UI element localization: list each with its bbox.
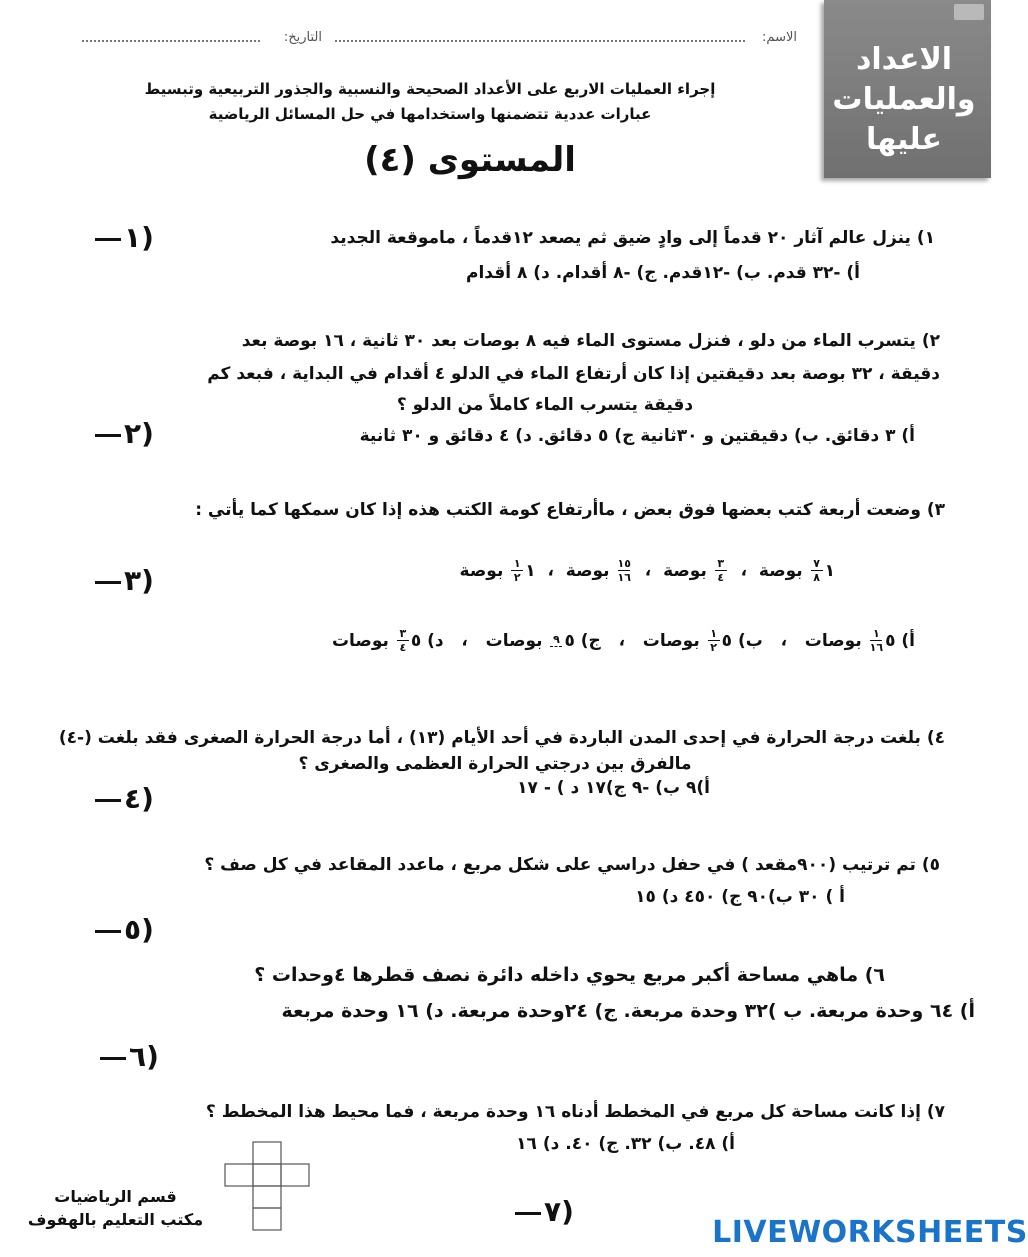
- answer-slot-2[interactable]: ٢): [95, 417, 175, 450]
- question-4-line-1: ٤) بلغت درجة الحرارة في إحدى المدن الباردة في أحد الأيام (١٣) ، أما درجة الحرارة الصغرى فقد بلغت (-٤): [58, 728, 945, 748]
- date-label: التاريخ:: [283, 30, 322, 45]
- diagram-square: [253, 1164, 281, 1186]
- diagram-square: [253, 1142, 281, 1164]
- department-label: [8, 1187, 223, 1229]
- question-5-options: أ ) ٣٠ ب)٩٠ ج) ٤٥٠ د) ١٥: [635, 887, 845, 907]
- question-3-text: ٣) وضعت أربعة كتب بعضها فوق بعض ، ماأرتفاع كومة الكتب هذه إذا كان سمكها كما يأتي :: [195, 500, 945, 520]
- answer-slot-6[interactable]: ٦): [100, 1040, 180, 1073]
- brand-logo: [685, 1215, 1028, 1251]
- answer-slot-5[interactable]: ٥): [95, 913, 175, 946]
- unit-title-box: [824, 0, 991, 178]
- question-5-text: ٥) تم ترتيب (٩٠٠مقعد ) في حفل دراسي على شكل مربع ، ماعدد المقاعد في كل صف ؟: [204, 855, 940, 875]
- question-1-text: ١) ينزل عالم آثار ٢٠ قدماً إلى وادٍ ضيق ثم يصعد ١٢قدماً ، ماموقعة الجديد: [330, 228, 935, 248]
- question-3-options: أ) ٥ $\frac{١}{١٦}$ بوصات ، ب) ٥ $\frac{١}{٢}$ بوصات ، ج) ٥ ٩ بوصات ، د) ٥ $\frac{٣}{٤}$ بوصات: [331, 627, 915, 654]
- question-6-text: ٦) ماهي مساحة أكبر مربع يحوي داخله دائرة نصف قطرها ٤وحدات ؟: [254, 964, 885, 986]
- question-2-line-1: ٢) يتسرب الماء من دلو ، فنزل مستوى الماء فيه ٨ بوصات بعد ٣٠ ثانية ، ١٦ بوصة بعد: [241, 331, 940, 351]
- name-field[interactable]: [335, 40, 745, 42]
- name-label: الاسم:: [762, 30, 797, 45]
- brand-name: LIVEWORKSHEETS: [712, 1215, 1028, 1250]
- squares-diagram: [222, 1140, 312, 1235]
- option-d: د) ٥ $\frac{٣}{٤}$ بوصات: [331, 627, 444, 654]
- brand-icon: [685, 1222, 707, 1244]
- answer-slot-4[interactable]: ٤): [95, 782, 175, 815]
- answer-slot-3[interactable]: ٣): [95, 564, 175, 597]
- thickness-item: $\frac{٣}{٤}$ بوصة: [663, 561, 729, 581]
- diagram-square: [253, 1186, 281, 1208]
- page-title: المستوى (٤): [364, 140, 576, 180]
- question-7-text: ٧) إذا كانت مساحة كل مربع في المخطط أدناه ١٦ وحدة مربعة ، فما محيط هذا المخطط ؟: [205, 1102, 945, 1122]
- question-1-options: أ) -٣٢ قدم. ب) -١٢قدم. ج) -٨ أقدام. د) ٨ أقدام: [466, 263, 860, 283]
- thickness-item: $\frac{١٥}{١٦}$ بوصة: [565, 557, 631, 584]
- answer-slot-1[interactable]: ١): [95, 221, 175, 254]
- thickness-item: ١ $\frac{٧}{٨}$ بوصة: [758, 557, 835, 584]
- subtitle-line-1: إجراء العمليات الاربع على الأعداد الصحيحة والنسبية والجذور التربيعية وتبسيط: [144, 80, 716, 98]
- department-line-1: قسم الرياضيات: [54, 1187, 177, 1206]
- department-line-2: مكتب التعليم بالهفوف: [27, 1210, 204, 1229]
- option-b: ب) ٥ $\frac{١}{٢}$ بوصات: [642, 627, 763, 654]
- diagram-square: [225, 1164, 253, 1186]
- option-a: أ) ٥ $\frac{١}{١٦}$ بوصات: [804, 627, 915, 654]
- question-2-options: أ) ٣ دقائق. ب) دقيقتين و ٣٠ثانية ج) ٥ دقائق. د) ٤ دقائق و ٣٠ ثانية: [359, 426, 915, 446]
- question-2-line-3: دقيقة يتسرب الماء كاملاً من الدلو ؟: [396, 395, 694, 415]
- question-3-thicknesses: ١ $\frac{٧}{٨}$ بوصة ، $\frac{٣}{٤}$ بوصة ، $\frac{١٥}{١٦}$ بوصة ، ١ $\frac{١}{٢}$ بوصة: [459, 557, 835, 584]
- answer-slot-7[interactable]: ٧): [515, 1195, 595, 1228]
- diagram-square: [281, 1164, 309, 1186]
- subtitle-line-2: عبارات عددية تتضمنها واستخدامها في حل المسائل الرياضية: [208, 105, 652, 123]
- question-6-options: أ) ٦٤ وحدة مربعة. ب )٣٢ وحدة مربعة. ج) ٢٤وحدة مربعة. د) ١٦ وحدة مربعة: [281, 1000, 975, 1022]
- option-c: ج) ٥ ٩ بوصات: [485, 630, 601, 651]
- question-2-line-2: دقيقة ، ٣٢ بوصة بعد دقيقتين إذا كان أرتفاع الماء في الدلو ٤ أقدام في البداية ، فبعد كم: [207, 364, 940, 384]
- diagram-square: [253, 1208, 281, 1230]
- question-4-line-2: مالفرق بين درجتي الحرارة العظمى والصغرى ؟: [298, 754, 692, 774]
- thickness-item: ١ $\frac{١}{٢}$ بوصة: [459, 557, 536, 584]
- question-7-options: أ) ٤٨. ب) ٣٢. ج) ٤٠. د) ١٦: [516, 1134, 735, 1154]
- date-field[interactable]: [82, 40, 260, 42]
- unit-title: الاعداد والعمليات عليها: [832, 42, 976, 157]
- question-4-options: أ)٩ ب) -٩ ج)١٧ د ) - ١٧: [517, 778, 710, 798]
